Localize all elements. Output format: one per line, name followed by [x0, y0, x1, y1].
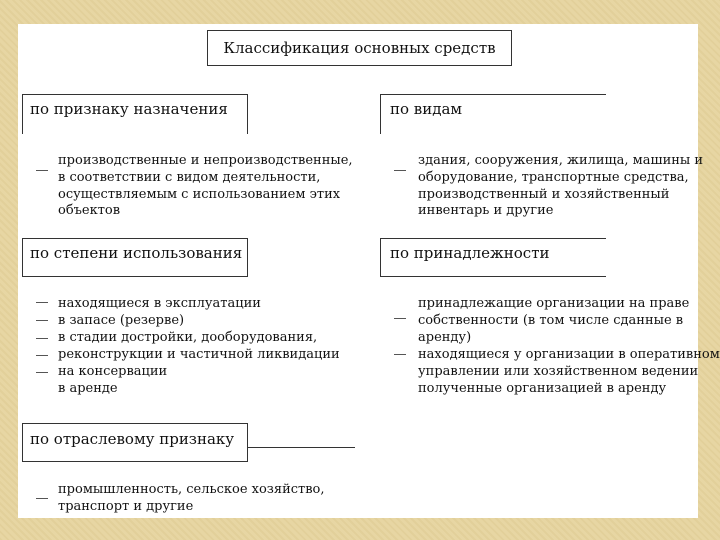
- usage-bullet-dash: [36, 355, 48, 356]
- usage-bullet-dash: [36, 302, 48, 303]
- ownership-item-3: аренду): [418, 330, 472, 345]
- category-ownership-left-line: [380, 238, 381, 277]
- category-usage-left-line: [22, 238, 23, 277]
- ownership-item-4: находящиеся у организации в оперативном: [418, 347, 720, 362]
- usage-item-2: в запасе (резерве): [58, 313, 185, 328]
- category-industry-top-line: [22, 423, 248, 424]
- category-usage-label: по степени использования: [30, 244, 243, 262]
- usage-bullet-dash: [36, 372, 48, 373]
- category-ownership-top-line: [380, 238, 606, 239]
- category-purpose-right-line: [247, 94, 248, 134]
- types-item-4: инвентарь и другие: [418, 203, 554, 218]
- category-types-top-line: [380, 94, 606, 95]
- ownership-item-6: полученные организацией в аренду: [418, 381, 667, 396]
- industry-bullet-dash: [36, 498, 48, 499]
- purpose-item-1: производственные и непроизводственные,: [58, 153, 353, 168]
- category-purpose-label: по признаку назначения: [30, 100, 228, 118]
- category-usage-top-line: [22, 238, 248, 239]
- usage-bullet-dash: [36, 320, 48, 321]
- purpose-item-3: осуществляемым с использованием этих: [58, 187, 341, 202]
- category-usage-right-line: [247, 238, 248, 277]
- ownership-item-2: собственности (в том числе сданные в: [418, 313, 684, 328]
- usage-item-5: на консервации: [58, 364, 168, 379]
- category-purpose-left-line: [22, 94, 23, 134]
- diagram-title: Классификация основных средств: [207, 30, 512, 66]
- purpose-item-4: объектов: [58, 203, 121, 218]
- category-industry-right-line: [247, 423, 248, 462]
- category-types-left-line: [380, 94, 381, 134]
- types-item-3: производственный и хозяйственный: [418, 187, 670, 202]
- ownership-bullet-dash: [394, 318, 406, 319]
- category-types-label: по видам: [390, 100, 463, 118]
- usage-item-4: реконструкции и частичной ликвидации: [58, 347, 340, 362]
- category-industry-label: по отраслевому признаку: [30, 430, 235, 448]
- category-purpose-top-line: [22, 94, 248, 95]
- ownership-bullet-dash: [394, 354, 406, 355]
- category-industry-extension-line: [247, 447, 355, 448]
- category-ownership-label: по принадлежности: [390, 244, 550, 262]
- types-item-2: оборудование, транспортные средства,: [418, 170, 689, 185]
- types-item-1: здания, сооружения, жилища, машины и: [418, 153, 704, 168]
- usage-item-6: в аренде: [58, 381, 118, 396]
- industry-item-2: транспорт и другие: [58, 499, 194, 514]
- usage-item-1: находящиеся в эксплуатации: [58, 296, 261, 311]
- usage-bullet-dash: [36, 338, 48, 339]
- industry-item-1: промышленность, сельское хозяйство,: [58, 482, 325, 497]
- category-usage-bottom-line: [22, 276, 248, 277]
- category-industry-bottom-line: [22, 461, 248, 462]
- purpose-item-2: в соответствии с видом деятельности,: [58, 170, 321, 185]
- types-bullet-dash: [394, 170, 406, 171]
- purpose-bullet-dash: [36, 170, 48, 171]
- ownership-item-1: принадлежащие организации на праве: [418, 296, 690, 311]
- ownership-item-5: управлении или хозяйственном ведении: [418, 364, 699, 379]
- usage-item-3: в стадии достройки, дооборудования,: [58, 330, 318, 345]
- category-industry-left-line: [22, 423, 23, 462]
- category-ownership-bottom-line: [380, 276, 606, 277]
